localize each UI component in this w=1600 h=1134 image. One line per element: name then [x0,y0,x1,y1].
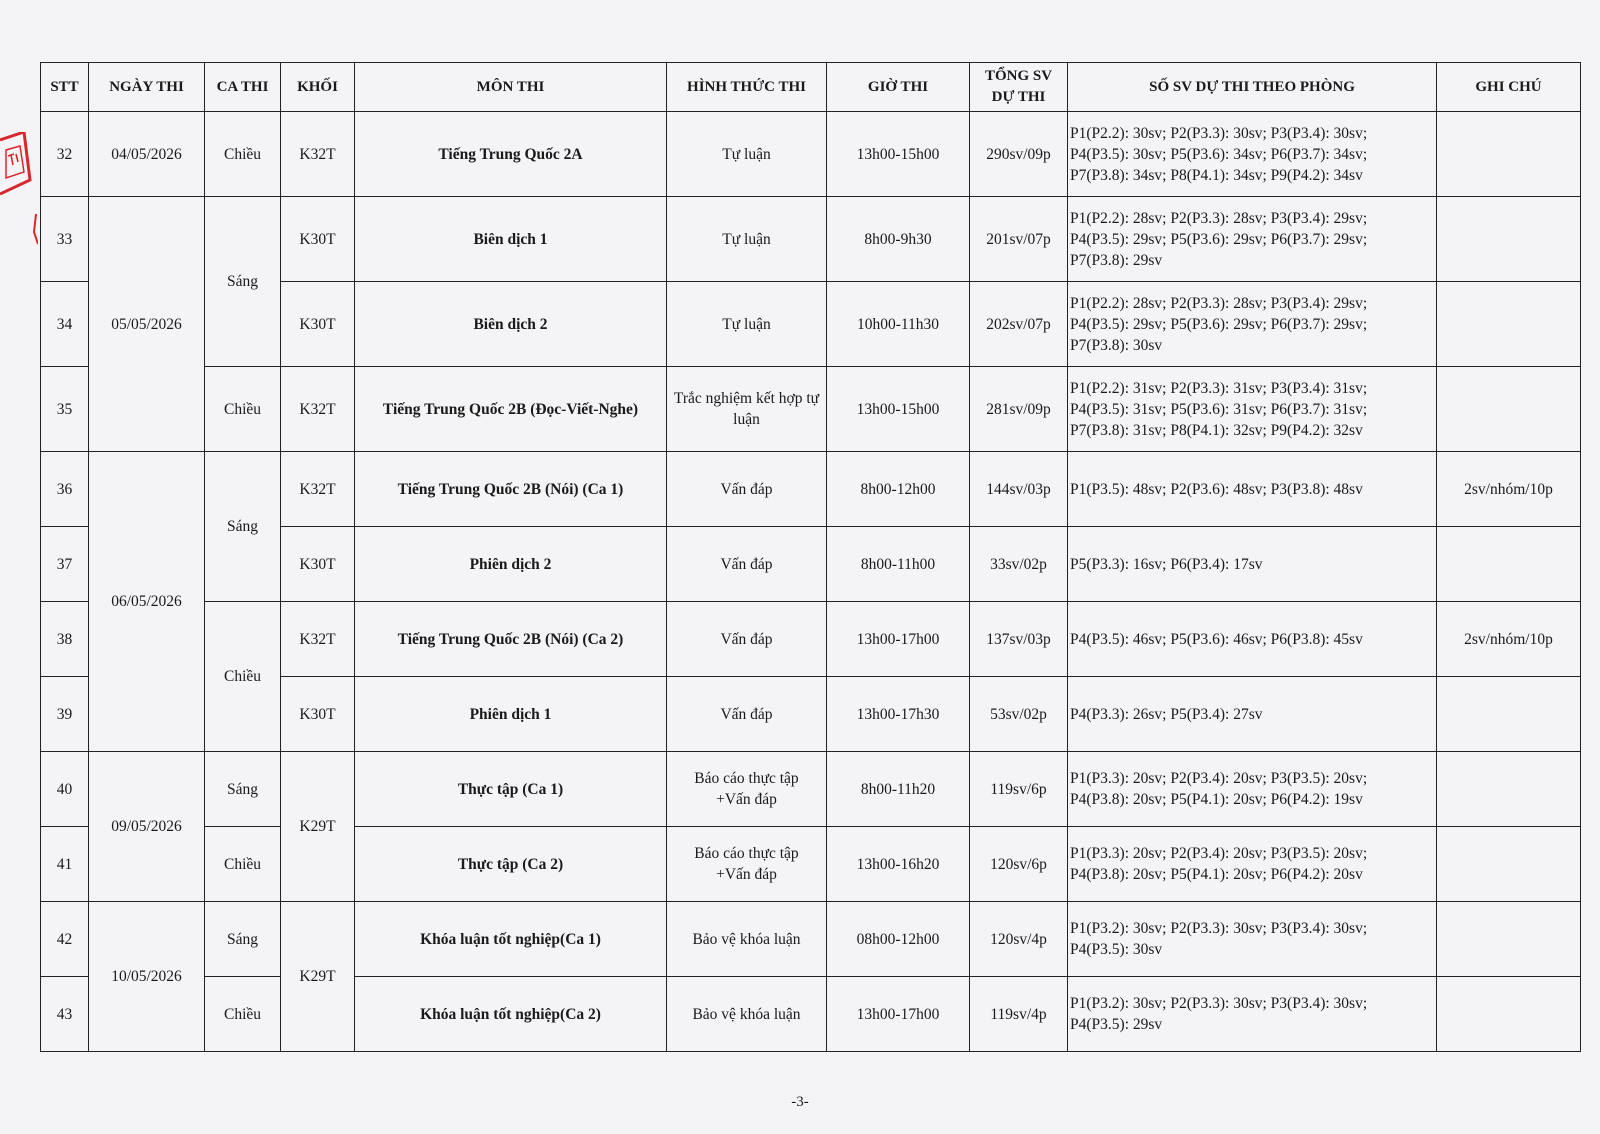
cell-format: Vấn đáp [667,452,827,527]
cell-total: 202sv/07p [970,282,1068,367]
cell-note [1437,977,1581,1052]
cell-total: 201sv/07p [970,197,1068,282]
room-line: P1(P3.2): 30sv; P2(P3.3): 30sv; P3(P3.4): 30sv; [1070,995,1368,1012]
cell-time: 13h00-17h30 [827,677,970,752]
cell-format [667,752,827,827]
cell-rooms [1068,752,1437,827]
room-line: P4(P3.8): 20sv; P5(P4.1): 20sv; P6(P4.2): 20sv [1070,866,1363,883]
room-line: P4(P3.5): 46sv; P5(P3.6): 46sv; P6(P3.8): 45sv [1070,630,1363,648]
table-row [41,827,1581,902]
cell-time: 8h00-11h20 [827,752,970,827]
cell-shift: Chiều [205,112,281,197]
cell-total: 290sv/09p [970,112,1068,197]
room-line: P4(P3.5): 29sv; P5(P3.6): 29sv; P6(P3.7): 29sv; [1070,315,1368,333]
cell-khoi: K32T [281,602,355,677]
cell-format: Bảo vệ khóa luận [667,977,827,1052]
cell-stt: 38 [41,602,89,677]
cell-stt: 41 [41,827,89,902]
table-row [41,112,1581,197]
cell-note [1437,197,1581,282]
room-line: P4(P3.5): 30sv [1070,941,1163,958]
header-khoi: KHỐI [281,63,355,112]
format-line: Báo cáo thực tập [694,845,799,862]
cell-note [1437,367,1581,452]
cell-shift: Sáng [205,902,281,977]
cell-rooms [1068,452,1437,527]
cell-rooms [1068,602,1437,677]
cell-time: 13h00-16h20 [827,827,970,902]
cell-khoi: K30T [281,197,355,282]
cell-khoi: K30T [281,527,355,602]
cell-subject: Phiên dịch 1 [355,677,667,752]
cell-date: 05/05/2026 [89,197,205,452]
cell-time: 8h00-9h30 [827,197,970,282]
cell-shift: Sáng [205,197,281,367]
cell-subject: Khóa luận tốt nghiệp(Ca 2) [355,977,667,1052]
room-line: P1(P3.3): 20sv; P2(P3.4): 20sv; P3(P3.5): 20sv; [1070,770,1368,787]
cell-time: 8h00-11h00 [827,527,970,602]
cell-stt: 36 [41,452,89,527]
cell-note [1437,752,1581,827]
cell-rooms [1068,282,1437,367]
header-gio-thi: GIỜ THI [827,63,970,112]
cell-shift: Sáng [205,452,281,602]
table-row [41,452,1581,527]
cell-khoi: K32T [281,452,355,527]
exam-schedule-table [40,62,1581,1052]
cell-rooms [1068,367,1437,452]
cell-time: 10h00-11h30 [827,282,970,367]
cell-total: 33sv/02p [970,527,1068,602]
cell-format: Tự luận [667,112,827,197]
format-line: +Vấn đáp [716,791,777,808]
cell-time: 08h00-12h00 [827,902,970,977]
header-tong-sv [970,63,1068,112]
cell-total: 119sv/4p [970,977,1068,1052]
cell-date: 09/05/2026 [89,752,205,902]
cell-total: 281sv/09p [970,367,1068,452]
page-number: -3- [791,1094,809,1110]
cell-khoi: K29T [281,902,355,1052]
room-line: P4(P3.5): 30sv; P5(P3.6): 34sv; P6(P3.7): 34sv; [1070,145,1368,163]
cell-shift: Chiều [205,977,281,1052]
cell-format: Vấn đáp [667,677,827,752]
cell-subject: Phiên dịch 2 [355,527,667,602]
cell-khoi: K29T [281,752,355,902]
header-hinh-thuc: HÌNH THỨC THI [667,63,827,112]
cell-stt: 43 [41,977,89,1052]
cell-date: 04/05/2026 [89,112,205,197]
cell-khoi: K30T [281,677,355,752]
room-line: P1(P3.5): 48sv; P2(P3.6): 48sv; P3(P3.8): 48sv [1070,480,1363,498]
cell-khoi: K32T [281,367,355,452]
cell-time: 13h00-15h00 [827,367,970,452]
cell-date: 06/05/2026 [89,452,205,752]
cell-format: Trắc nghiệm kết hợp tự luận [667,367,827,452]
cell-time: 8h00-12h00 [827,452,970,527]
cell-subject: Tiếng Trung Quốc 2A [355,112,667,197]
cell-format: Tự luận [667,282,827,367]
room-line: P1(P2.2): 28sv; P2(P3.3): 28sv; P3(P3.4): 29sv; [1070,209,1368,227]
room-line: P1(P3.2): 30sv; P2(P3.3): 30sv; P3(P3.4): 30sv; [1070,920,1368,937]
room-line: P5(P3.3): 16sv; P6(P3.4): 17sv [1070,555,1263,573]
cell-time: 13h00-15h00 [827,112,970,197]
cell-subject: Thực tập (Ca 1) [355,752,667,827]
cell-format [667,827,827,902]
cell-total: 120sv/6p [970,827,1068,902]
table-row [41,197,1581,282]
cell-format: Tự luận [667,197,827,282]
header-ngay-thi: NGÀY THI [89,63,205,112]
cell-stt: 34 [41,282,89,367]
cell-shift: Chiều [205,827,281,902]
cell-rooms [1068,112,1437,197]
header-stt: STT [41,63,89,112]
cell-subject: Tiếng Trung Quốc 2B (Nói) (Ca 1) [355,452,667,527]
cell-note [1437,902,1581,977]
cell-rooms [1068,197,1437,282]
cell-subject: Biên dịch 2 [355,282,667,367]
cell-stt: 40 [41,752,89,827]
cell-time: 13h00-17h00 [827,602,970,677]
room-line: P7(P3.8): 34sv; P8(P4.1): 34sv; P9(P4.2): 34sv [1070,166,1363,184]
table-row [41,367,1581,452]
cell-note [1437,527,1581,602]
cell-shift: Chiều [205,602,281,752]
cell-format: Vấn đáp [667,527,827,602]
room-line: P7(P3.8): 31sv; P8(P4.1): 32sv; P9(P4.2): 32sv [1070,421,1363,439]
cell-shift: Sáng [205,752,281,827]
cell-note: 2sv/nhóm/10p [1437,452,1581,527]
format-line: Báo cáo thực tập [694,770,799,787]
cell-total: 53sv/02p [970,677,1068,752]
cell-subject: Biên dịch 1 [355,197,667,282]
cell-rooms [1068,527,1437,602]
cell-subject: Thực tập (Ca 2) [355,827,667,902]
cell-date: 10/05/2026 [89,902,205,1052]
cell-stt: 33 [41,197,89,282]
cell-stt: 37 [41,527,89,602]
cell-stt: 42 [41,902,89,977]
room-line: P4(P3.3): 26sv; P5(P3.4): 27sv [1070,705,1263,723]
room-line: P1(P2.2): 28sv; P2(P3.3): 28sv; P3(P3.4): 29sv; [1070,294,1368,312]
table-row [41,977,1581,1052]
cell-rooms [1068,977,1437,1052]
cell-stt: 35 [41,367,89,452]
room-line: P7(P3.8): 29sv [1070,251,1163,269]
cell-note [1437,827,1581,902]
cell-rooms [1068,677,1437,752]
room-line: P4(P3.5): 29sv; P5(P3.6): 29sv; P6(P3.7): 29sv; [1070,230,1368,248]
cell-total: 120sv/4p [970,902,1068,977]
cell-subject: Khóa luận tốt nghiệp(Ca 1) [355,902,667,977]
room-line: P1(P2.2): 31sv; P2(P3.3): 31sv; P3(P3.4): 31sv; [1070,379,1368,397]
cell-rooms [1068,827,1437,902]
room-line: P1(P2.2): 30sv; P2(P3.3): 30sv; P3(P3.4): 30sv; [1070,124,1368,142]
cell-note [1437,112,1581,197]
cell-rooms [1068,902,1437,977]
room-line: P4(P3.5): 31sv; P5(P3.6): 31sv; P6(P3.7): 31sv; [1070,400,1368,418]
header-ghi-chu: GHI CHÚ [1437,63,1581,112]
cell-format: Vấn đáp [667,602,827,677]
table-row [41,752,1581,827]
cell-time: 13h00-17h00 [827,977,970,1052]
cell-format: Bảo vệ khóa luận [667,902,827,977]
cell-shift: Chiều [205,367,281,452]
header-tong-sv-line2: DỰ THI [991,89,1046,105]
table-row [41,902,1581,977]
red-seal-stamp [0,132,38,247]
room-line: P7(P3.8): 30sv [1070,336,1163,354]
cell-total: 119sv/6p [970,752,1068,827]
header-tong-sv-line1: TỔNG SV [984,68,1053,84]
header-so-sv: SỐ SV DỰ THI THEO PHÒNG [1068,63,1437,112]
cell-khoi: K30T [281,282,355,367]
cell-total: 137sv/03p [970,602,1068,677]
header-ca-thi: CA THI [205,63,281,112]
cell-subject: Tiếng Trung Quốc 2B (Đọc-Viết-Nghe) [355,367,667,452]
cell-note [1437,677,1581,752]
room-line: P4(P3.8): 20sv; P5(P4.1): 20sv; P6(P4.2): 19sv [1070,791,1363,808]
room-line: P1(P3.3): 20sv; P2(P3.4): 20sv; P3(P3.5): 20sv; [1070,845,1368,862]
cell-total: 144sv/03p [970,452,1068,527]
cell-note [1437,282,1581,367]
format-line: +Vấn đáp [716,866,777,883]
table-row [41,602,1581,677]
cell-subject: Tiếng Trung Quốc 2B (Nói) (Ca 2) [355,602,667,677]
header-row [41,63,1581,112]
cell-stt: 32 [41,112,89,197]
header-mon-thi: MÔN THI [355,63,667,112]
cell-note: 2sv/nhóm/10p [1437,602,1581,677]
cell-stt: 39 [41,677,89,752]
room-line: P4(P3.5): 29sv [1070,1016,1163,1033]
cell-khoi: K32T [281,112,355,197]
